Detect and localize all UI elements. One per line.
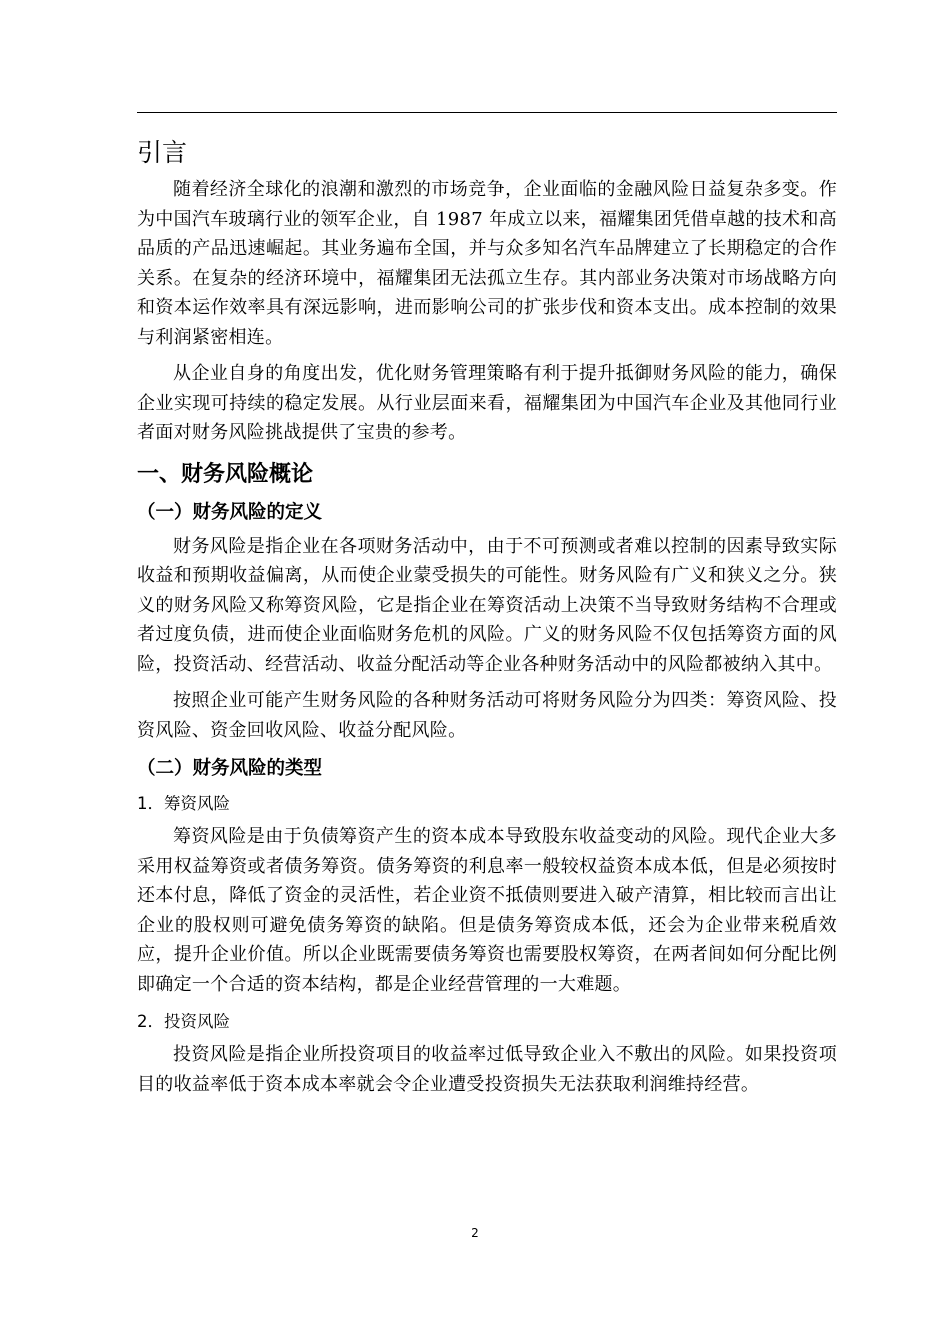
investment-risk-title: 2．投资风险 <box>137 1012 230 1031</box>
investment-risk-paragraph: 投资风险是指企业所投资项目的收益率过低导致企业入不敷出的风险。如果投资项目的收益率低于资本成本率就会令企业遭受投资损失无法获取利润维持经营。 <box>137 1044 837 1095</box>
financing-risk-title: 1．筹资风险 <box>137 794 230 813</box>
intro-paragraph-1: 随着经济全球化的浪潮和激烈的市场竞争，企业面临的金融风险日益复杂多变。作为中国汽车玻璃行业的领军企业，自 1987 年成立以来，福耀集团凭借卓越的技术和高品质的产品迅速崛起。其业务遍布全国，并与众多知名汽车品牌建立了长期稳定的合作关系。在复杂的经济环境中，福耀集团无法孤立生存。其内部业务决策对市场战略方向和资本运作效率具有深远影响，进而影响公司的扩张步伐和资本支出。成本控制的效果与利润紧密相连。 <box>137 179 837 348</box>
page-content <box>137 133 837 1106</box>
subsection-definition-title: （一）财务风险的定义 <box>137 501 323 523</box>
section-1-title: 一、财务风险概论 <box>137 461 314 487</box>
page-number: 2 <box>471 1226 479 1240</box>
intro-paragraph-2: 从企业自身的角度出发，优化财务管理策略有利于提升抵御财务风险的能力，确保企业实现可持续的稳定发展。从行业层面来看，福耀集团为中国汽车企业及其他同行业者面对财务风险挑战提供了宝贵的参考。 <box>137 363 837 443</box>
subsection-types-title: （二）财务风险的类型 <box>137 758 323 779</box>
definition-paragraph-1: 财务风险是指企业在各项财务活动中，由于不可预测或者难以控制的因素导致实际收益和预期收益偏离，从而使企业蒙受损失的可能性。财务风险有广义和狭义之分。狭义的财务风险又称筹资风险，它是指企业在筹资活动上决策不当导致财务结构不合理或者过度负债，进而使企业面临财务危机的风险。广义的财务风险不仅包括筹资方面的风险，投资活动、经营活动、收益分配活动等企业各种财务活动中的风险都被纳入其中。 <box>137 535 837 675</box>
financing-risk-paragraph: 筹资风险是由于负债筹资产生的资本成本导致股东收益变动的风险。现代企业大多采用权益筹资或者债务筹资。债务筹资的利息率一般较权益资本成本低，但是必须按时还本付息，降低了资金的灵活性，若企业资不抵债则要进入破产清算，相比较而言出让企业的股权则可避免债务筹资的缺陷。但是债务筹资成本低，还会为企业带来税盾效应，提升企业价值。所以企业既需要债务筹资也需要股权筹资，在两者间如何分配比例即确定一个合适的资本结构，都是企业经营管理的一大难题。 <box>137 826 837 995</box>
header-rule <box>137 112 837 113</box>
intro-title: 引言 <box>137 138 188 167</box>
definition-paragraph-2: 按照企业可能产生财务风险的各种财务活动可将财务风险分为四类：筹资风险、投资风险、资金回收风险、收益分配风险。 <box>137 690 837 741</box>
